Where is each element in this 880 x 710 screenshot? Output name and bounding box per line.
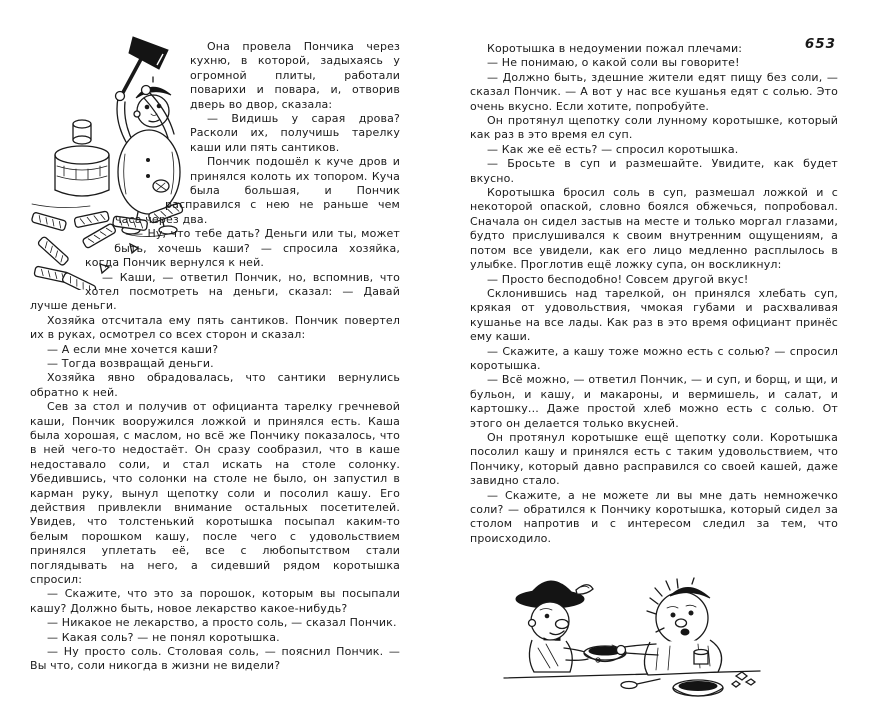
paragraph: — Не понимаю, о какой соли вы говорите!	[487, 56, 740, 70]
paragraph: Сев за стол и получив от официанта тарелку гречневой каши, Пончик вооружился ложкой и принялся есть. Каша была хорошая, с маслом, но всё же Пончику показалось, что в ней чего-то недостаёт. Он сразу сообразил, что в каше недоставало соли, и стал искать на столе солонку. Убедившись, что солонки на столе не было, он запустил в карман руку, вынул щепотку соли и посолил кашу. Его действия привлекли внимание остальных посетителей. Увидев, что толстенький коротышка посыпал каким-то белым порошком кашу, после чего с удовольствием принялся уплетать её, все с любопытством стали поглядывать на него, а сидевший рядом коротышка спросил:	[30, 400, 400, 587]
paragraph: Хозяйка отсчитала ему пять сантиков. Пончик повертел их в руках, осмотрел со всех сторон и сказал:	[30, 313, 400, 342]
paragraph: — Тогда возвращай деньги.	[47, 356, 214, 370]
paragraph: — Всё можно, — ответил Пончик, — и суп, и борщ, и щи, и бульон, и кашу, и макароны, и вермишель, и салат, и картошку... Даже простой хлеб можно есть с солью. От этого он делается только вкусней.	[470, 373, 838, 430]
dinner-table-illustration	[498, 558, 768, 710]
paragraph: Коротышка бросил соль в суп, размешал ложкой и с некоторой опаской, словно боялся обжечься, попробовал. Сначала он сидел застыв на месте и только моргал глазами, будто прислушивался к своим внутренним ощущениям, а потом все увидели, как его лицо медленно расплылось в улыбке. Проглотив ещё ложку супа, он воскликнул:	[470, 186, 838, 272]
paragraph: Хозяйка явно обрадовалась, что сантики вернулись обратно к ней.	[30, 371, 400, 399]
paragraph: — Каши, — ответил Пончик, но, вспомнив, что хотел посмотреть на деньги, сказал: — Давай лучше деньги.	[30, 270, 400, 313]
paragraph: — А если мне хочется каши?	[47, 342, 219, 356]
paragraph: Коротышка в недоумении пожал плечами:	[487, 42, 743, 55]
paragraph: — Бросьте в суп и размешайте. Увидите, как будет вкусно.	[470, 157, 838, 185]
page-right	[440, 0, 880, 621]
page-left	[0, 0, 440, 673]
paragraph: — Видишь у сарая дрова? Расколи их, получишь тарелку каши или пять сантиков.	[190, 112, 400, 154]
right-page-text	[440, 0, 880, 546]
paragraph: — Ну просто соль. Столовая соль, — пояснил Пончик. — Вы что, соли никогда в жизни не видели?	[30, 645, 400, 673]
paragraph: — Должно быть, здешние жители едят пищу без соли, — сказал Пончик. — А вот у нас все кушанья едят с солью. Это очень вкусно. Если хотите, попробуйте.	[470, 70, 838, 113]
paragraph: Склонившись над тарелкой, он принялся хлебать суп, крякая от удовольствия, чмокая губами и расхваливая кушанье на все лады. Как раз в это время официант принёс ему каши.	[470, 286, 838, 344]
left-page-text	[0, 0, 440, 674]
page-number: 653	[804, 36, 836, 52]
paragraph: Он протянул щепотку соли лунному коротышке, который как раз в это время ел суп.	[470, 114, 838, 142]
paragraph: — Никакое не лекарство, а просто соль, — сказал Пончик.	[47, 616, 397, 630]
paragraph: — Какая соль? — не понял коротышка.	[47, 630, 280, 644]
paragraph: Она провела Пончика через кухню, в которой, задыхаясь у огромной плиты, работали поварихи и повара, и, отворив дверь во двор, сказала:	[190, 40, 400, 111]
paragraph: — Скажите, а не можете ли вы мне дать немножечко соли? — обратился к Пончику коротышка, который сидел за столом напротив и с интересом следил за тем, что происходило.	[470, 488, 838, 545]
paragraph: — Ну, что тебе дать? Деньги или ты, может быть, хочешь каши? — спросила хозяйка, когда Пончик вернулся к ней.	[85, 227, 400, 270]
paragraph: — Как же её есть? — спросил коротышка.	[487, 142, 739, 156]
paragraph: Он протянул коротышке ещё щепотку соли. Коротышка посолил кашу и принялся есть с таким удовольствием, что Пончику, который давно расправился со своей кашей, даже завидно стало.	[470, 430, 838, 488]
paragraph: Пончик подошёл к куче дров и принялся колоть их топором. Куча была большая, и Пончик расправился с нею не раньше чем часа через два.	[115, 155, 400, 226]
paragraph: — Скажите, что это за порошок, которым вы посыпали кашу? Должно быть, новое лекарство какое-нибудь?	[30, 587, 400, 615]
paragraph: — Скажите, а кашу тоже можно есть с солью? — спросил коротышка.	[470, 344, 838, 372]
paragraph: — Просто бесподобно! Совсем другой вкус!	[487, 272, 749, 286]
